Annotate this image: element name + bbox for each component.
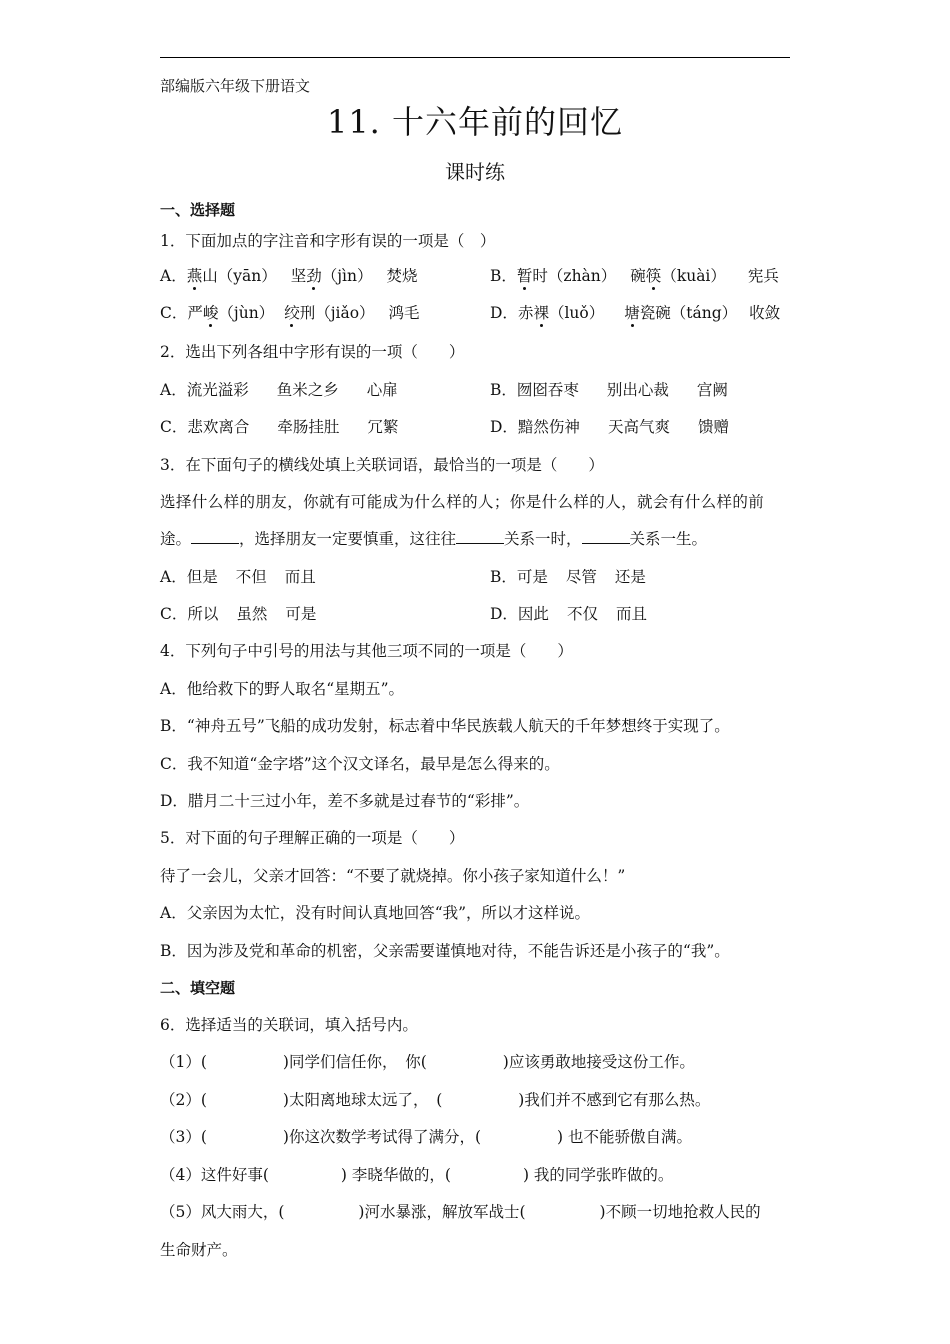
- question-3-passage-line-1: 选择什么样的朋友，你就有可能成为什么样的人；你是什么样的人，就会有什么样的前: [160, 493, 765, 511]
- question-5-option-b: B．因为涉及党和革命的机密，父亲需要谨慎地对待，不能告诉还是小孩子的“我”。: [160, 942, 730, 960]
- question-6-item-5-continued: 生命财产。: [160, 1241, 238, 1259]
- question-2-stem: 2．选出下列各组中字形有误的一项（ ）: [160, 343, 465, 361]
- question-6-item-4: （4）这件好事( ) 李晓华做的，( ) 我的同学张昨做的。: [160, 1166, 674, 1184]
- question-3-passage-line-2: 途。 ，选择朋友一定要慎重，这往往 关系一时， 关系一生。: [160, 530, 708, 548]
- question-5-stem: 5．对下面的句子理解正确的一项是（ ）: [160, 829, 465, 847]
- question-3-option-d: D．因此 不仅 而且: [490, 605, 647, 623]
- question-3-option-c: C．所以 虽然 可是: [160, 605, 317, 623]
- question-1-option-c: C．严峻（jùn） 绞刑（jiǎo） 鸿毛: [160, 304, 420, 322]
- question-2-option-a: A．流光溢彩 鱼米之乡 心扉: [160, 381, 398, 399]
- question-3-option-b: B．可是 尽管 还是: [490, 568, 646, 586]
- section-heading-choice: 一、选择题: [160, 201, 236, 219]
- question-5-quote: 待了一会儿，父亲才回答：“不要了就烧掉。你小孩子家知道什么！”: [160, 867, 626, 885]
- blank-3: [582, 529, 630, 544]
- blank-2: [456, 529, 504, 544]
- question-6-item-2: （2）( )太阳离地球太远了， ( )我们并不感到它有那么热。: [160, 1091, 711, 1109]
- question-1-option-d: D．赤裸（luǒ） 塘瓷碗（táng） 收敛: [490, 304, 781, 322]
- header-label: 部编版六年级下册语文: [160, 77, 311, 95]
- question-3-stem: 3．在下面句子的横线处填上关联词语，最恰当的一项是（ ）: [160, 456, 604, 474]
- question-4-stem: 4．下列句子中引号的用法与其他三项不同的一项是（ ）: [160, 642, 573, 660]
- question-1-option-a: A．燕山（yān） 坚劲（jìn） 焚烧: [160, 267, 418, 285]
- question-1-stem: 1．下面加点的字注音和字形有误的一项是（ ）: [160, 232, 496, 250]
- question-3-option-a: A．但是 不但 而且: [160, 568, 316, 586]
- question-2-option-c: C．悲欢离合 牵肠挂肚 冗繁: [160, 418, 399, 436]
- top-rule: [160, 57, 790, 58]
- question-6-item-3: （3）( )你这次数学考试得了满分，( ) 也不能骄傲自满。: [160, 1128, 693, 1146]
- page-title: 11. 十六年前的回忆: [326, 103, 624, 141]
- question-2-option-b: B．囫囵吞枣 别出心裁 宫阙: [490, 381, 728, 399]
- question-4-option-b: B．“神舟五号”飞船的成功发射，标志着中华民族载人航天的千年梦想终于实现了。: [160, 717, 730, 735]
- question-4-option-c: C．我不知道“金字塔”这个汉文译名，最早是怎么得来的。: [160, 755, 560, 773]
- question-6-item-5: （5）风大雨大，( )河水暴涨，解放军战士( )不顾一切地抢救人民的: [160, 1203, 761, 1221]
- page-subtitle: 课时练: [445, 160, 505, 184]
- section-heading-fill: 二、填空题: [160, 979, 236, 997]
- question-4-option-d: D．腊月二十三过小年，差不多就是过春节的“彩排”。: [160, 792, 530, 810]
- question-4-option-a: A．他给救下的野人取名“星期五”。: [160, 680, 405, 698]
- question-5-option-a: A．父亲因为太忙，没有时间认真地回答“我”，所以才这样说。: [160, 904, 591, 922]
- question-2-option-d: D．黯然伤神 天高气爽 馈赠: [490, 418, 729, 436]
- question-1-option-b: B．暂时（zhàn） 碗筷（kuài） 宪兵: [490, 267, 779, 285]
- blank-1: [191, 529, 239, 544]
- question-6-stem: 6．选择适当的关联词，填入括号内。: [160, 1016, 418, 1034]
- question-6-item-1: （1）( )同学们信任你， 你( )应该勇敢地接受这份工作。: [160, 1053, 695, 1071]
